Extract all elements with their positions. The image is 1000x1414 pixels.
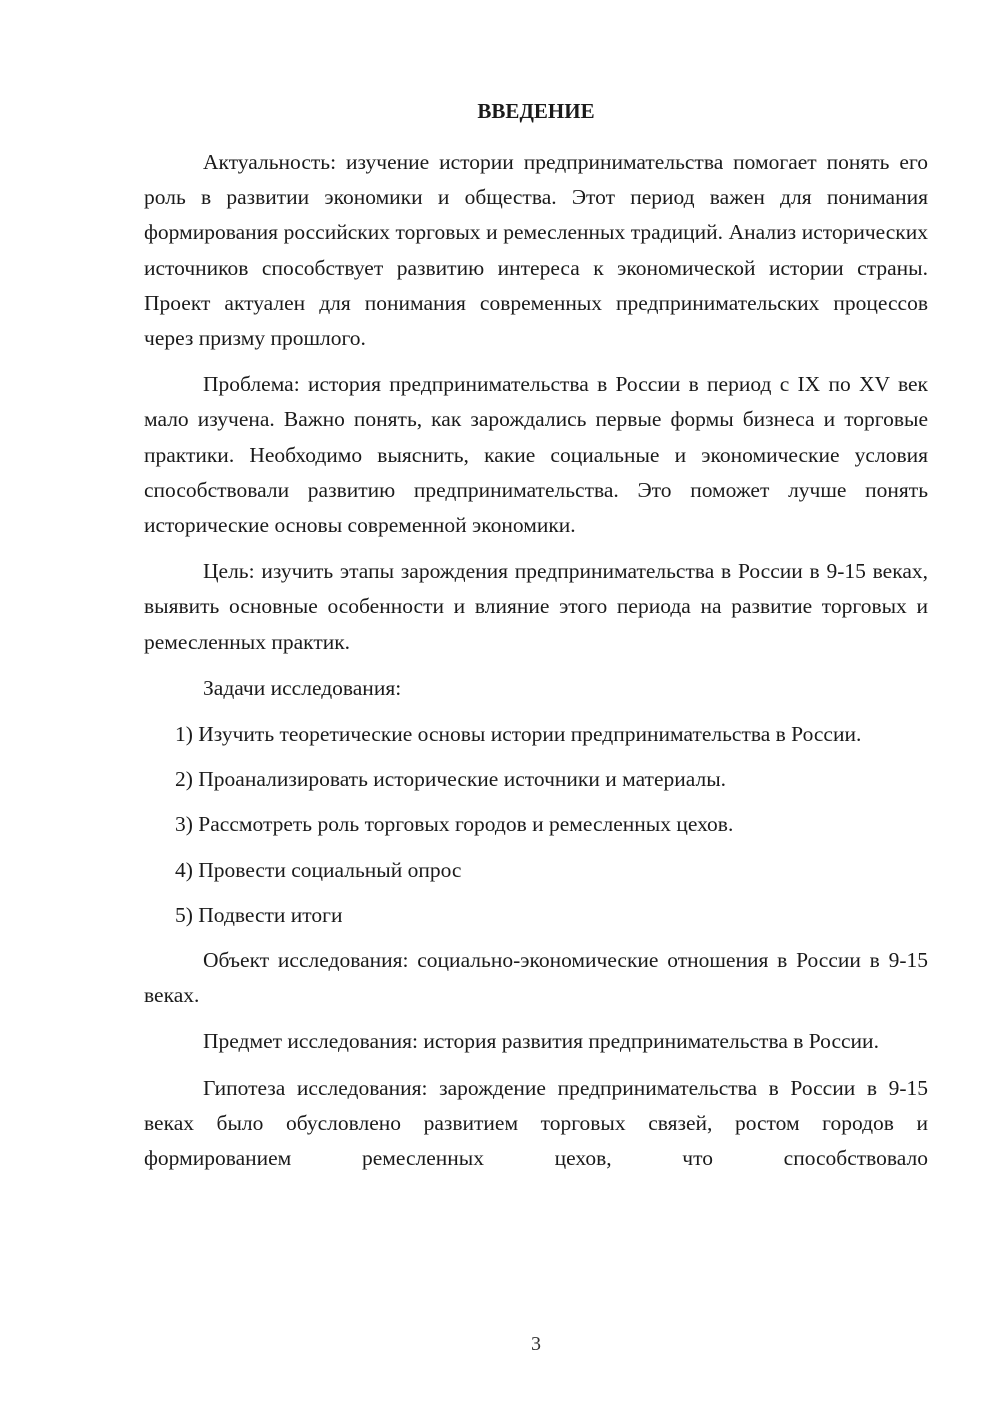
list-item: 2) Проанализировать исторические источники и материалы. xyxy=(175,767,727,792)
paragraph-object: Объект исследования: социально-экономические отношения в России в 9-15 веках. xyxy=(144,948,928,1008)
paragraph-problem: Проблема: история предпринимательства в России в период с IX по XV век мало изучена. Важно понять, как зарождались первые формы бизнеса и торговые практики. Необходимо выяснить, какие социальные и экономические условия способствовали развитию предпринимательства. Это поможет лучше понять исторические основы современной экономики. xyxy=(144,372,928,538)
tasks-heading: Задачи исследования: xyxy=(203,675,402,700)
paragraph-goal: Цель: изучить этапы зарождения предпринимательства в России в 9-15 веках, выявить основные особенности и влияние этого периода на развитие торговых и ремесленных практик. xyxy=(144,559,928,654)
list-item: 3) Рассмотреть роль торговых городов и ремесленных цехов. xyxy=(175,812,734,837)
paragraph-subject: Предмет исследования: история развития предпринимательства в России. xyxy=(203,1029,879,1054)
section-heading: ВВЕДЕНИЕ xyxy=(477,99,595,123)
list-item: 5) Подвести итоги xyxy=(175,902,343,927)
list-item: 1) Изучить теоретические основы истории предпринимательства в России. xyxy=(175,722,862,747)
page-number: 3 xyxy=(531,1333,541,1355)
paragraph-relevance: Актуальность: изучение истории предпринимательства помогает понять его роль в развитии экономики и общества. Этот период важен для понимания формирования российских торговых и ремесленных традиций. Анализ исторических источников способствует развитию интереса к экономической истории страны. Проект актуален для понимания современных предпринимательских процессов через призму прошлого. xyxy=(144,150,928,351)
document-body xyxy=(144,145,928,1187)
tasks-list xyxy=(144,717,928,933)
paragraph-hypothesis: Гипотеза исследования: зарождение предпринимательства в России в 9-15 веках было обусловлено развитием торговых связей, ростом городов и формированием ремесленных цехов, что способствовало xyxy=(144,1075,928,1171)
list-item: 4) Провести социальный опрос xyxy=(175,857,462,882)
